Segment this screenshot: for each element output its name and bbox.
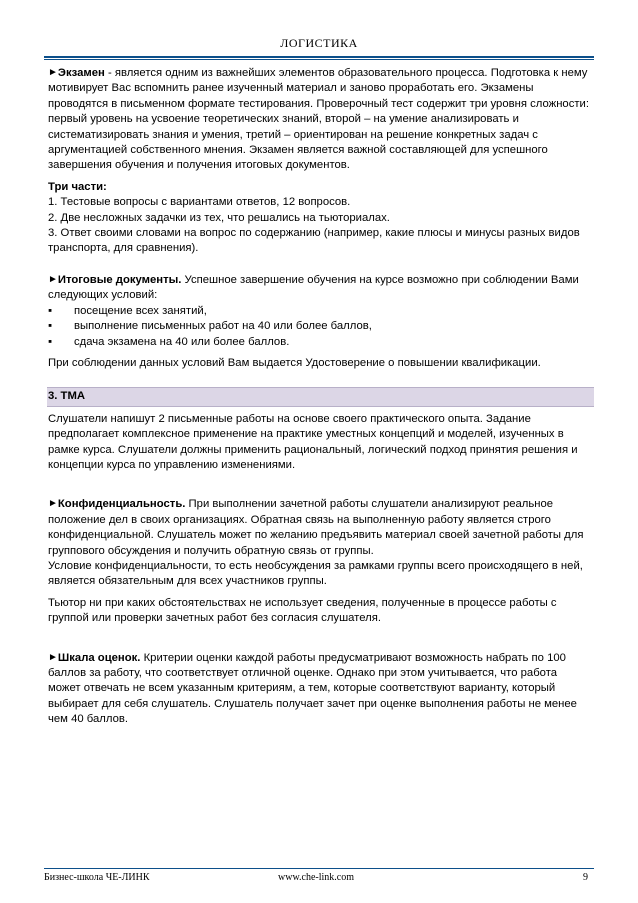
three-parts-heading xyxy=(48,180,592,195)
three-parts-item-1: 1. Тестовые вопросы с вариантами ответов, 12 вопросов. xyxy=(48,196,351,209)
bullet-icon: ▪ xyxy=(48,320,53,333)
marker-triangle-icon: ► xyxy=(48,67,58,78)
grading-heading: Шкала оценок. xyxy=(57,651,141,664)
final-docs-heading: Итоговые документы. xyxy=(57,273,182,286)
confidentiality-heading: Конфиденциальность. xyxy=(57,498,186,511)
three-parts-heading-text: Три части: xyxy=(48,180,107,193)
marker-triangle-icon: ► xyxy=(48,651,58,663)
page-header-title: ЛОГИСТИКА xyxy=(280,36,358,50)
list-item-text: выполнение письменных работ на 40 или более баллов, xyxy=(74,320,372,333)
tma-paragraph: Слушатели напишут 2 письменные работы на основе своего практического опыта. Задание предполагает комплексное применение на практике уместных концепций и моделей, изученных в рамке курса. Слушатели должны применить рациональный, логический подход принятия решения и концепции курса по управлению изменениями. xyxy=(48,412,578,471)
list-item xyxy=(48,335,592,350)
confidentiality-text: При выполнении зачетной работы слушатели анализируют реальное положение дел в своих организациях. Обратная связь на выполненную работу является строго конфиденциальной. Слушатель может по желанию предъявить материал своей зачетной работы для группового обсуждения и получить обратную связь от группы. xyxy=(48,498,584,557)
final-docs-conclusion: При соблюдении данных условий Вам выдается Удостоверение о повышении квалификации. xyxy=(48,356,541,369)
confidentiality-paragraph-2: Условие конфиденциальности, то есть необсуждения за рамками группы всего происходящего в ней, является обязательным для всех участников группы. xyxy=(48,559,583,588)
three-parts-item-3: 3. Ответ своими словами на вопрос по содержанию (например, какие плюсы и минусы разных видов транспорта, для сравнения). xyxy=(48,227,580,255)
footer-school-name: Бизнес-школа ЧЕ-ЛИНК xyxy=(44,872,150,883)
final-docs-paragraph xyxy=(48,273,592,304)
exam-paragraph xyxy=(48,66,592,174)
bullet-icon: ▪ xyxy=(48,304,53,317)
confidentiality-paragraph-3: Тьютор ни при каких обстоятельствах не использует сведения, полученные в процессе работы с группой или проверки зачетных работ без согласия слушателя. xyxy=(48,596,557,625)
footer-rule xyxy=(44,868,594,869)
grading-paragraph xyxy=(48,651,592,728)
marker-triangle-icon: ► xyxy=(48,498,58,510)
confidentiality-paragraph xyxy=(48,497,592,559)
three-parts-item-2: 2. Две несложных задачки из тех, что решались на тьюториалах. xyxy=(48,211,390,224)
exam-heading: Экзамен xyxy=(57,67,105,79)
list-item-text: сдача экзамена на 40 или более баллов. xyxy=(74,335,290,348)
list-item xyxy=(48,304,592,319)
bullet-icon: ▪ xyxy=(48,335,53,348)
conditions-list xyxy=(48,304,592,350)
footer-page-number: 9 xyxy=(583,872,588,883)
page-content xyxy=(48,66,592,728)
marker-triangle-icon: ► xyxy=(48,273,58,285)
section-title-tma: 3. TMA xyxy=(47,387,594,406)
final-docs-text: Успешное завершение обучения на курсе возможно при соблюдении Вами следующих условий: xyxy=(48,273,579,302)
list-item-text: посещение всех занятий, xyxy=(74,304,207,317)
header-rule xyxy=(44,56,594,60)
exam-text: - является одним из важнейших элементов образовательного процесса. Подготовка к нему мотивирует Вас вспомнить ранее изученный материал и заново проработать его. Экзамены проводятся в письменном формате тестирования. Проверочный тест содержит три уровня сложности: первый уровень на усвоение теоретических знаний, второй – на умение анализировать и систематизировать знания и умения, третий – ориентирован на решение конкретных задач с аргументацией собственного мнения. Экзамен является важной составляющей для успешного завершения обучения и получения итоговых документов. xyxy=(48,67,589,172)
list-item xyxy=(48,319,592,334)
footer-website: www.che-link.com xyxy=(278,872,354,883)
grading-text: Критерии оценки каждой работы предусматривают возможность набрать по 100 баллов за работу, что соответствует отличной оценке. Однако при этом учитывается, что работа может отвечать не всем указанным критериям, а тем, которые соответствуют варианту, который выбирает для себя слушатель. Слушатель получает зачет при оценке выполнения работы не менее чем 40 баллов. xyxy=(48,651,577,726)
